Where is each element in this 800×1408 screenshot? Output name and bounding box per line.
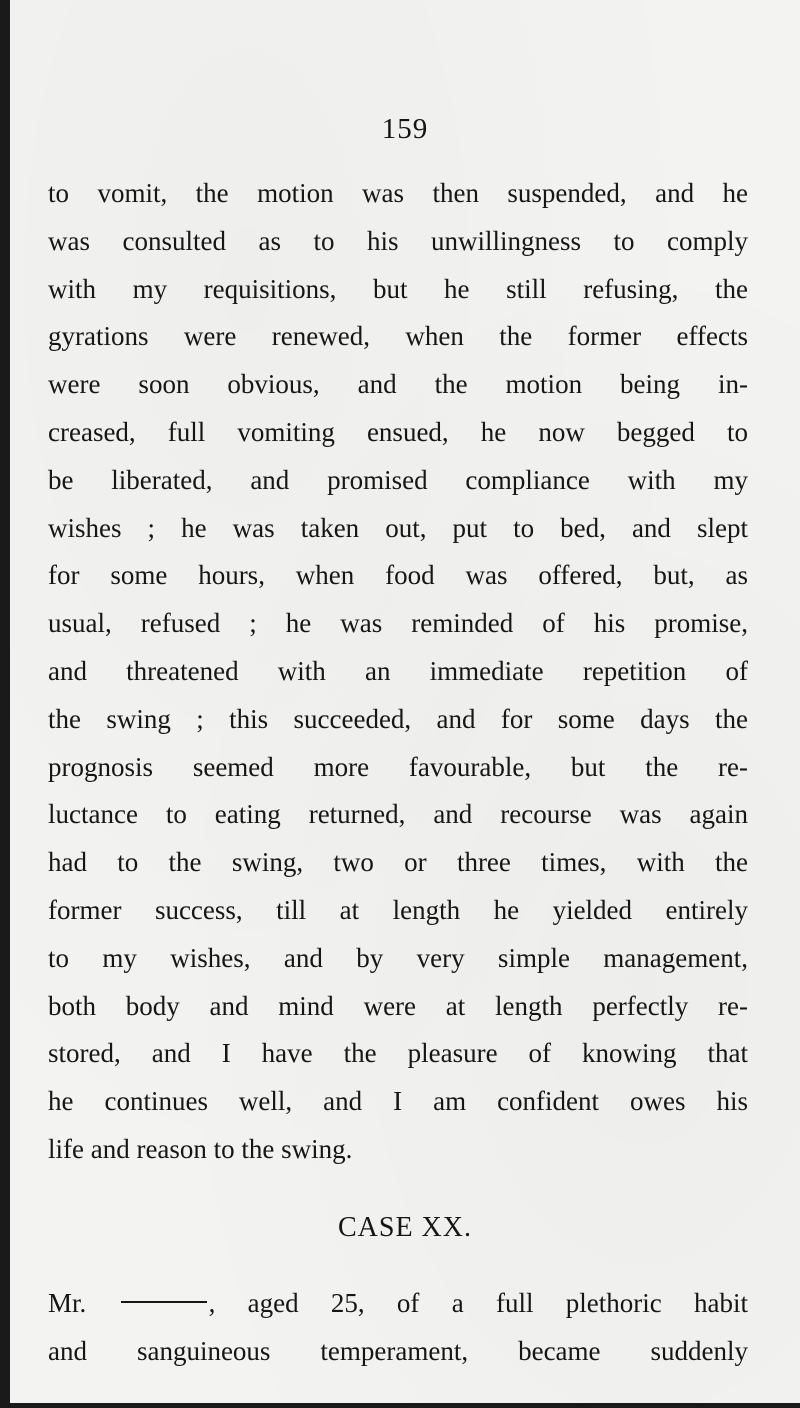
book-page: [10, 0, 800, 1403]
text-line: luctance to eating returned, and recourse was again: [48, 799, 748, 830]
text-line: life and reason to the swing.: [48, 1133, 353, 1164]
text-line: both body and mind were at length perfectly re-: [48, 990, 748, 1021]
text-line: wishes ; he was taken out, put to bed, and slept: [48, 512, 748, 543]
text-line: former success, till at length he yielded entirely: [48, 894, 748, 925]
text-line: was consulted as to his unwillingness to comply: [48, 225, 748, 256]
section-heading: CASE XX.: [337, 1212, 472, 1243]
paragraph-case-xix-conclusion: [48, 170, 748, 1174]
text-line: [48, 1280, 748, 1328]
text-line: and threatened with an immediate repetition of: [48, 655, 748, 686]
text-line: with my requisitions, but he still refusing, the: [48, 273, 748, 304]
text-line: stored, and I have the pleasure of knowing that: [48, 1038, 748, 1069]
text-line: and sanguineous temperament, became suddenly: [48, 1335, 748, 1366]
text-line: had to the swing, two or three times, with the: [48, 847, 748, 878]
text-line: were soon obvious, and the motion being in-: [48, 369, 748, 400]
name-redaction-dash: [121, 1301, 207, 1303]
text-line: to vomit, the motion was then suspended, and he: [48, 178, 748, 208]
text-line: be liberated, and promised compliance with my: [48, 464, 748, 495]
text-line: to my wishes, and by very simple management,: [48, 942, 748, 973]
text-line: prognosis seemed more favourable, but the re-: [48, 751, 748, 782]
salutation: Mr.: [48, 1288, 87, 1318]
paragraph-case-xx-opening: [48, 1280, 748, 1376]
text-line: gyrations were renewed, when the former effects: [48, 321, 748, 352]
text-line: he continues well, and I am confident owes his: [48, 1086, 748, 1117]
text-fragment: , aged 25, of a full plethoric habit: [208, 1288, 748, 1318]
text-line: the swing ; this succeeded, and for some days the: [48, 703, 748, 734]
text-line: usual, refused ; he was reminded of his promise,: [48, 608, 748, 639]
text-line: for some hours, when food was offered, but, as: [48, 560, 748, 591]
text-line: creased, full vomiting ensued, he now begged to: [48, 416, 748, 447]
page-number: 159: [381, 113, 429, 145]
